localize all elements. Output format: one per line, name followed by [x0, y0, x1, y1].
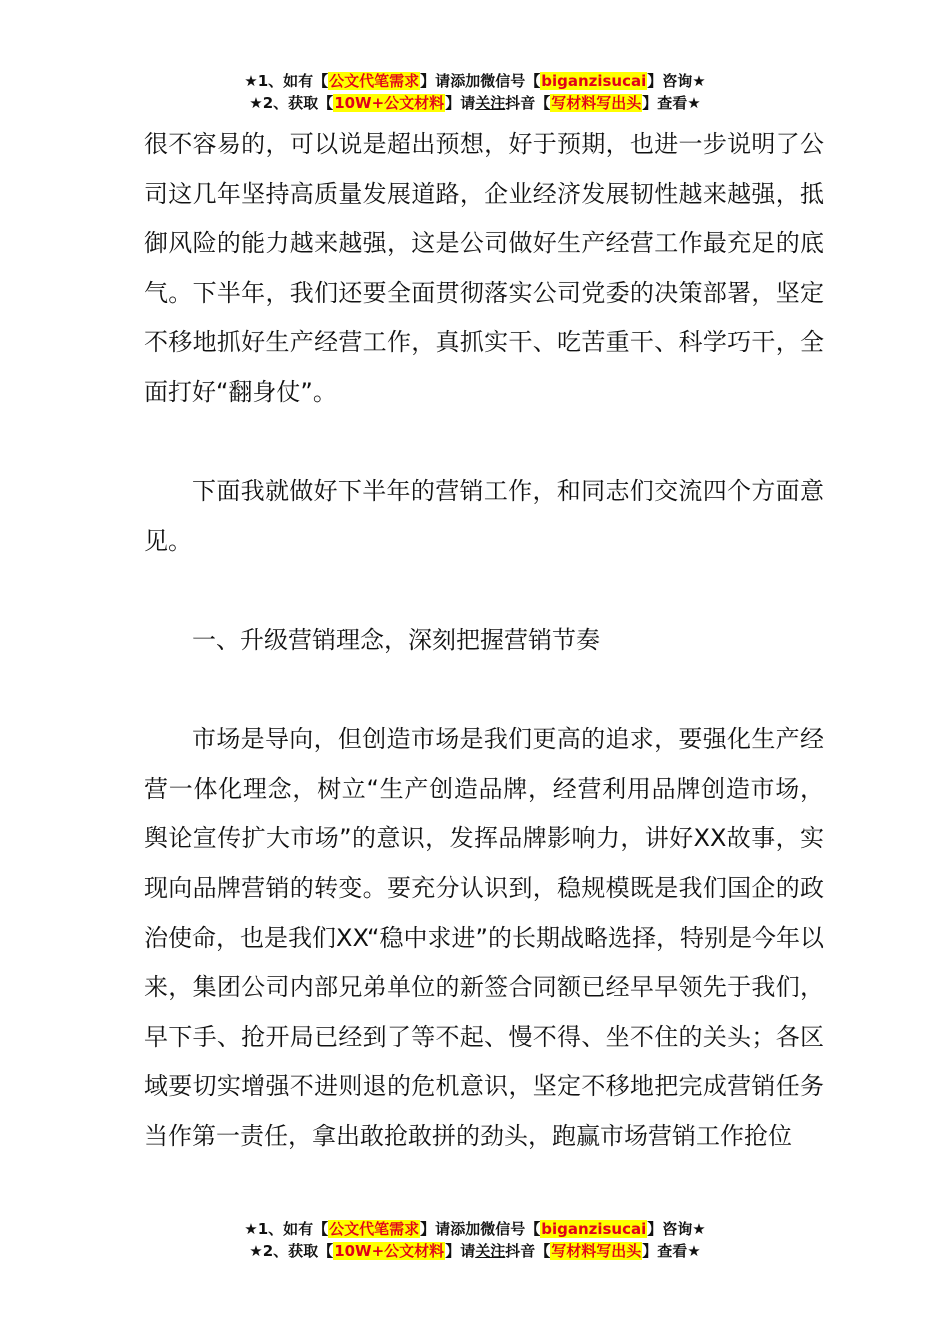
banner-text: 抖音【 [505, 94, 551, 112]
banner-text: 】咨询★ [647, 1220, 706, 1238]
banner-line-2 [0, 1240, 950, 1262]
banner-text: 】请 [420, 72, 451, 90]
banner-text: 微信号【 [480, 72, 541, 90]
banner-highlight: biganzisucai [541, 1220, 647, 1238]
paragraph-gap [144, 666, 824, 716]
banner-text: ★1、如有【 [244, 1220, 329, 1238]
banner-highlight: 10W+公文材料 [334, 94, 445, 112]
footer-banner [0, 1218, 950, 1262]
banner-highlight: 写材料写出头 [551, 94, 642, 112]
banner-text: ★2、获取【 [249, 1242, 334, 1260]
document-body [144, 120, 824, 1161]
banner-highlight: biganzisucai [541, 72, 647, 90]
banner-emphasis: 关注 [475, 1242, 506, 1260]
paragraph-1: 很不容易的，可以说是超出预想，好于预期，也进一步说明了公司这几年坚持高质量发展道路，企业经济发展韧性越来越强，抵御风险的能力越来越强，这是公司做好生产经营工作最充足的底气。下半年，我们还要全面贯彻落实公司党委的决策部署，坚定不移地抓好生产经营工作，真抓实干、吃苦重干、科学巧干，全面打好“翻身仗”。 [144, 130, 824, 406]
banner-text: 】查看★ [642, 1242, 701, 1260]
banner-emphasis: 关注 [475, 94, 506, 112]
banner-emphasis: 添加 [450, 72, 481, 90]
banner-text: 抖音【 [505, 1242, 551, 1260]
banner-text: 微信号【 [480, 1220, 541, 1238]
banner-line-2 [0, 92, 950, 114]
banner-highlight: 写材料写出头 [551, 1242, 642, 1260]
banner-highlight: 公文代笔需求 [329, 1220, 420, 1238]
banner-text: 】咨询★ [647, 72, 706, 90]
banner-text: 】查看★ [642, 94, 701, 112]
banner-text: ★2、获取【 [249, 94, 334, 112]
banner-text: ★1、如有【 [244, 72, 329, 90]
banner-line-1 [0, 70, 950, 92]
banner-text: 】请 [420, 1220, 451, 1238]
paragraph-2: 下面我就做好下半年的营销工作，和同志们交流四个方面意见。 [144, 477, 824, 555]
section-heading-1: 一、升级营销理念，深刻把握营销节奏 [192, 625, 600, 654]
banner-text: 】请 [445, 94, 476, 112]
paragraph-3: 市场是导向，但创造市场是我们更高的追求，要强化生产经营一体化理念，树立“生产创造品牌，经营利用品牌创造市场，舆论宣传扩大市场”的意识，发挥品牌影响力，讲好XX故事，实现向品牌营销的转变。要充分认识到，稳规模既是我们国企的政治使命，也是我们XX“稳中求进”的长期战略选择，特别是今年以来，集团公司内部兄弟单位的新签合同额已经早早领先于我们，早下手、抢开局已经到了等不起、慢不得、坐不住的关头；各区域要切实增强不进则退的危机意识，坚定不移地把完成营销任务当作第一责任，拿出敢抢敢拼的劲头，跑赢市场营销工作抢位 [144, 725, 824, 1150]
banner-emphasis: 添加 [450, 1220, 481, 1238]
banner-text: 】请 [445, 1242, 476, 1260]
paragraph-gap [144, 418, 824, 468]
header-banner [0, 70, 950, 114]
paragraph-gap [144, 566, 824, 616]
banner-highlight: 公文代笔需求 [329, 72, 420, 90]
banner-line-1 [0, 1218, 950, 1240]
banner-highlight: 10W+公文材料 [334, 1242, 445, 1260]
